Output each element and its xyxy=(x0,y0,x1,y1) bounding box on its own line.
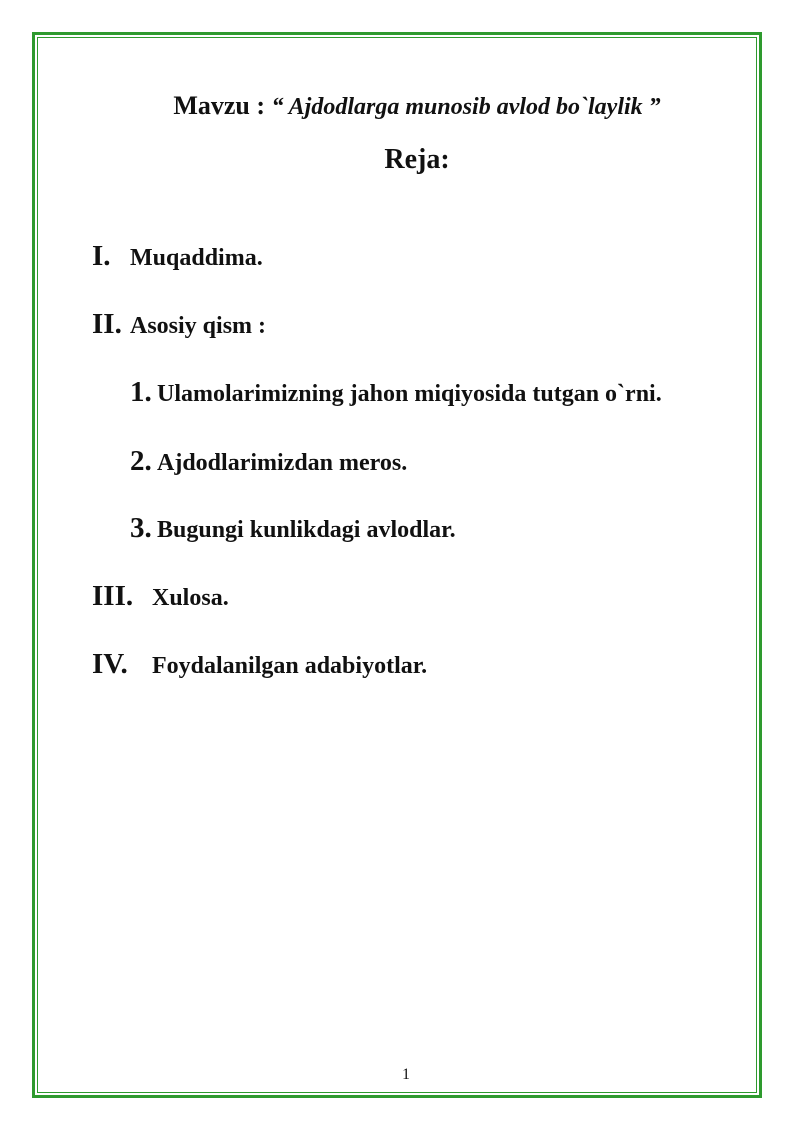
outline-item-1 xyxy=(92,240,263,273)
outline-subitem-2 xyxy=(130,445,407,478)
plan-heading: Reja: xyxy=(384,144,450,175)
outline-item-2 xyxy=(92,308,266,341)
outline-item-4 xyxy=(92,648,427,681)
outline-text: Ulamolarimizning jahon miqiyosida tutgan o`rni. xyxy=(157,381,662,407)
title-topic: “ Ajdodlarga munosib avlod bo`laylik ” xyxy=(271,94,661,120)
document-title xyxy=(0,91,800,121)
outline-text: Ajdodlarimizdan meros. xyxy=(157,450,408,476)
outline-text: Asosiy qism : xyxy=(130,313,267,339)
outline-subitem-3 xyxy=(130,512,456,545)
outline-number: IV. xyxy=(92,648,128,680)
outline-number: 2. xyxy=(130,445,152,477)
outline-number: III. xyxy=(92,580,134,612)
outline-subitem-1 xyxy=(130,376,662,409)
outline-text: Muqaddima. xyxy=(130,245,263,271)
outline-number: I. xyxy=(92,240,111,272)
outline-text: Foydalanilgan adabiyotlar. xyxy=(152,653,428,679)
outline-text: Bugungi kunlikdagi avlodlar. xyxy=(157,517,456,543)
title-prefix: Mavzu : xyxy=(173,91,266,120)
outline-number: II. xyxy=(92,308,122,340)
outline-number: 3. xyxy=(130,512,152,544)
outline-item-3 xyxy=(92,580,229,613)
outline-number: 1. xyxy=(130,376,152,408)
outline-text: Xulosa. xyxy=(152,585,229,611)
page-border-inner xyxy=(37,37,757,1093)
page-number: 1 xyxy=(402,1066,410,1083)
